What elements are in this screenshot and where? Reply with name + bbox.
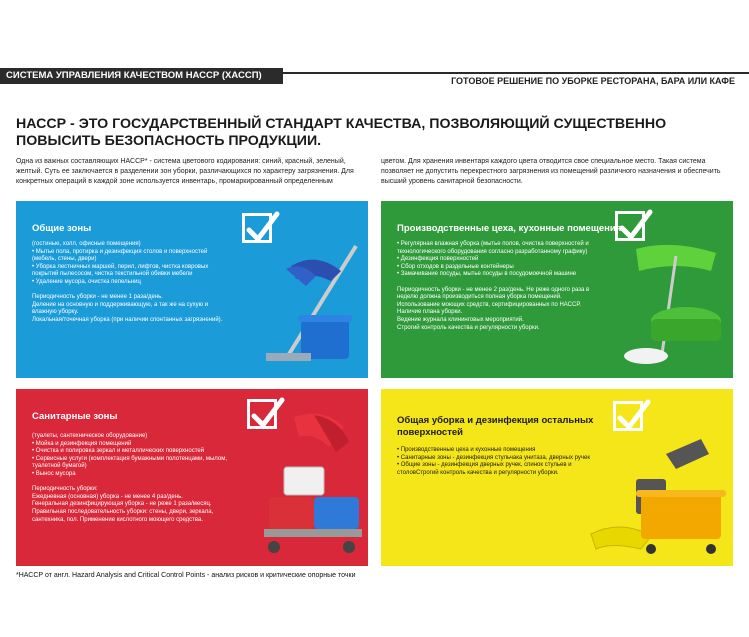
panel-title: Санитарные зоны bbox=[32, 411, 118, 422]
intro-left: Одна из важных составляющих НАССР* - система цветового кодирования: синий, красный, зеленый, желтый. Суть ее заключается в разделении зон уборки, различающихся по характеру загрязнения. Для конкретных операций в каждой зоне используется инвентарь, промаркированный определенным bbox=[16, 158, 354, 185]
panel-body: (туалеты, сантехническое оборудование) • Мойка и дезинфекция помещений • Очистка и полировка зеркал и металлических поверхностей • Сервисные услуги (комплектация бумажными полотенцами, мылом, туалетной бумагой) • Вынос мусора Периодичность уборки: Ежедневная (основная) уборка - не менее 4 раз/день. Генеральная дезинфицирующая уборка - не реже 1 раза/месяц. Правильная последовательность уборки: стены, двери, зеркала, сантехника, пол. Применение кислотного моющего средства. bbox=[32, 433, 227, 523]
mop-bucket-icon bbox=[246, 241, 366, 376]
section-title: СИСТЕМА УПРАВЛЕНИЯ КАЧЕСТВОМ НАССР (ХАССП) bbox=[0, 68, 283, 84]
intro-right: цветом. Для хранения инвентаря каждого цвета отводится свое специальное место. Такая система позволяет не допустить перекрестного загрязнения из помещений различного назначения и обеспечить высший уровень санитарной безопасности. bbox=[381, 158, 721, 185]
panel-general-disinfection bbox=[381, 389, 733, 566]
panel-title: Общая уборка и дезинфекция остальных поверхностей bbox=[397, 415, 594, 438]
wringer-bucket-icon bbox=[581, 424, 731, 564]
panel-body: • Регулярная влажная уборка (мытье полов, очистка поверхностей и технологического оборудования согласно разработанному графику) • Дезинфекция поверхностей • Сбор отходов в раздельные контейнеры • Замачивание посуды, мытье посуды в посудомоечной машине Периодичность уборки - не менее 2 раз/день. Не реже одного раза в неделю должна производиться полная уборка помещений. Использование моющих средств, сертифицированных по НАССР. Наличие плана уборки. Ведение журнала клининговых мероприятий. Строгий контроль качества и регулярности уборки. bbox=[397, 241, 590, 331]
panel-title: Производственные цеха, кухонные помещения bbox=[397, 223, 622, 234]
panel-body: (гостиные, холл, офисные помещения) • Мытье пола, протирка и дезинфекция столов и поверхностей (мебель, стены, двери) • Уборка лестничных маршей, перил, лифтов, чистка ковровых покрытий пылесосом, чистка текстильной обивки мебели • Удаление мусора, очистка пепельниц Периодичность уборки - не менее 1 раза/день. Деление на основную и поддерживающую, а так же на сухую и влажную уборку. Локальная/точечная уборка (при наличии спонтанных загрязнений). bbox=[32, 241, 223, 323]
spin-mop-icon bbox=[621, 231, 731, 376]
panel-sanitary-zones bbox=[16, 389, 368, 566]
footnote: *НАССР от англ. Hazard Analysis and Critical Control Points - анализ рисков и критические опорные точки bbox=[16, 572, 356, 579]
panel-general-zones bbox=[16, 201, 368, 378]
page-title: НАССР - ЭТО ГОСУДАРСТВЕННЫЙ СТАНДАРТ КАЧЕСТВА, ПОЗВОЛЯЮЩИЙ СУЩЕСТВЕННО ПОВЫСИТЬ БЕЗОПАСНОСТЬ ПРОДУКЦИИ. bbox=[16, 116, 667, 149]
cleaning-cart-icon bbox=[254, 407, 364, 562]
header-bar bbox=[0, 68, 749, 84]
checkmark-box-icon bbox=[242, 213, 272, 243]
subtitle: ГОТОВОЕ РЕШЕНИЕ ПО УБОРКЕ РЕСТОРАНА, БАРА ИЛИ КАФЕ bbox=[451, 76, 735, 86]
panel-production-kitchen bbox=[381, 201, 733, 378]
panel-body: • Производственные цеха и кухонные помещения • Санитарные зоны - дезинфекция стульчака унитаза, дверных ручек • Общие зоны - дезинфекция дверных ручек, спинок стульев и столовСтрогий контроль качества и регулярности уборки. bbox=[397, 447, 590, 476]
panel-title: Общие зоны bbox=[32, 223, 92, 234]
header-divider bbox=[283, 72, 749, 74]
